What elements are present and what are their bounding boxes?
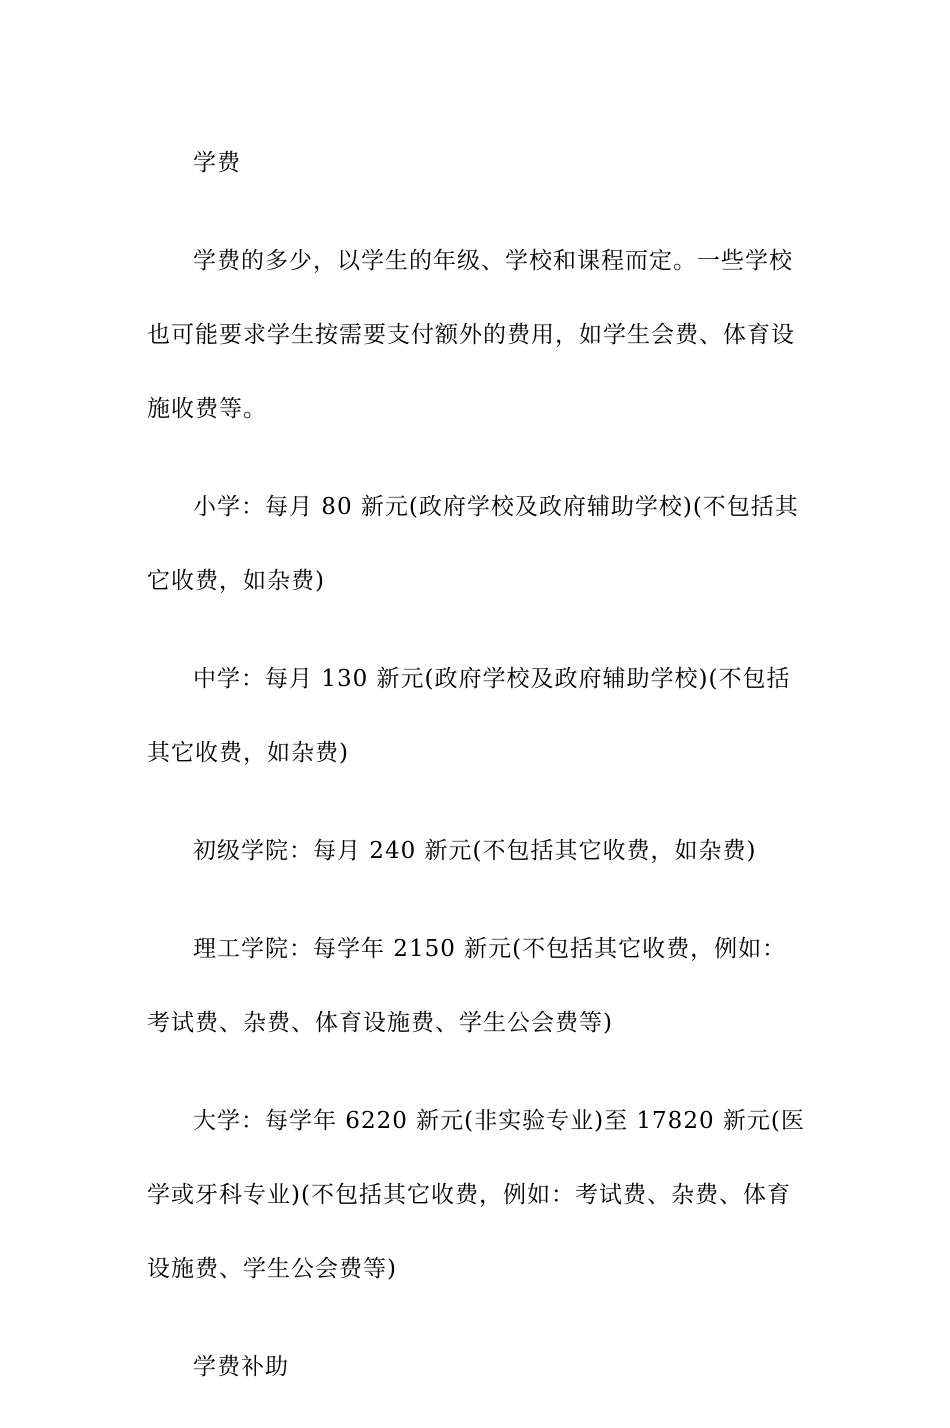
paragraph-polytechnic: 理工学院：每学年 2150 新元(不包括其它收费，例如：考试费、杂费、体育设施费、学生公会费等) <box>147 936 787 1036</box>
paragraph-university: 大学：每学年 6220 新元(非实验专业)至 17820 新元(医学或牙科专业)(不包括其它收费，例如：考试费、杂费、体育设施费、学生公会费等) <box>147 1108 805 1282</box>
heading-tuition: 学费 <box>193 150 241 176</box>
paragraph-secondary-school: 中学：每月 130 新元(政府学校及政府辅助学校)(不包括其它收费，如杂费) <box>147 666 791 766</box>
paragraph-tuition-overview: 学费的多少，以学生的年级、学校和课程而定。一些学校也可能要求学生按需要支付额外的费用，如学生会费、体育设施收费等。 <box>147 248 795 422</box>
paragraph-junior-college: 初级学院：每月 240 新元(不包括其它收费，如杂费) <box>193 838 757 864</box>
document-body <box>147 126 807 1428</box>
paragraph-primary-school: 小学：每月 80 新元(政府学校及政府辅助学校)(不包括其它收费，如杂费) <box>147 494 799 594</box>
heading-tuition-subsidy: 学费补助 <box>193 1354 289 1380</box>
